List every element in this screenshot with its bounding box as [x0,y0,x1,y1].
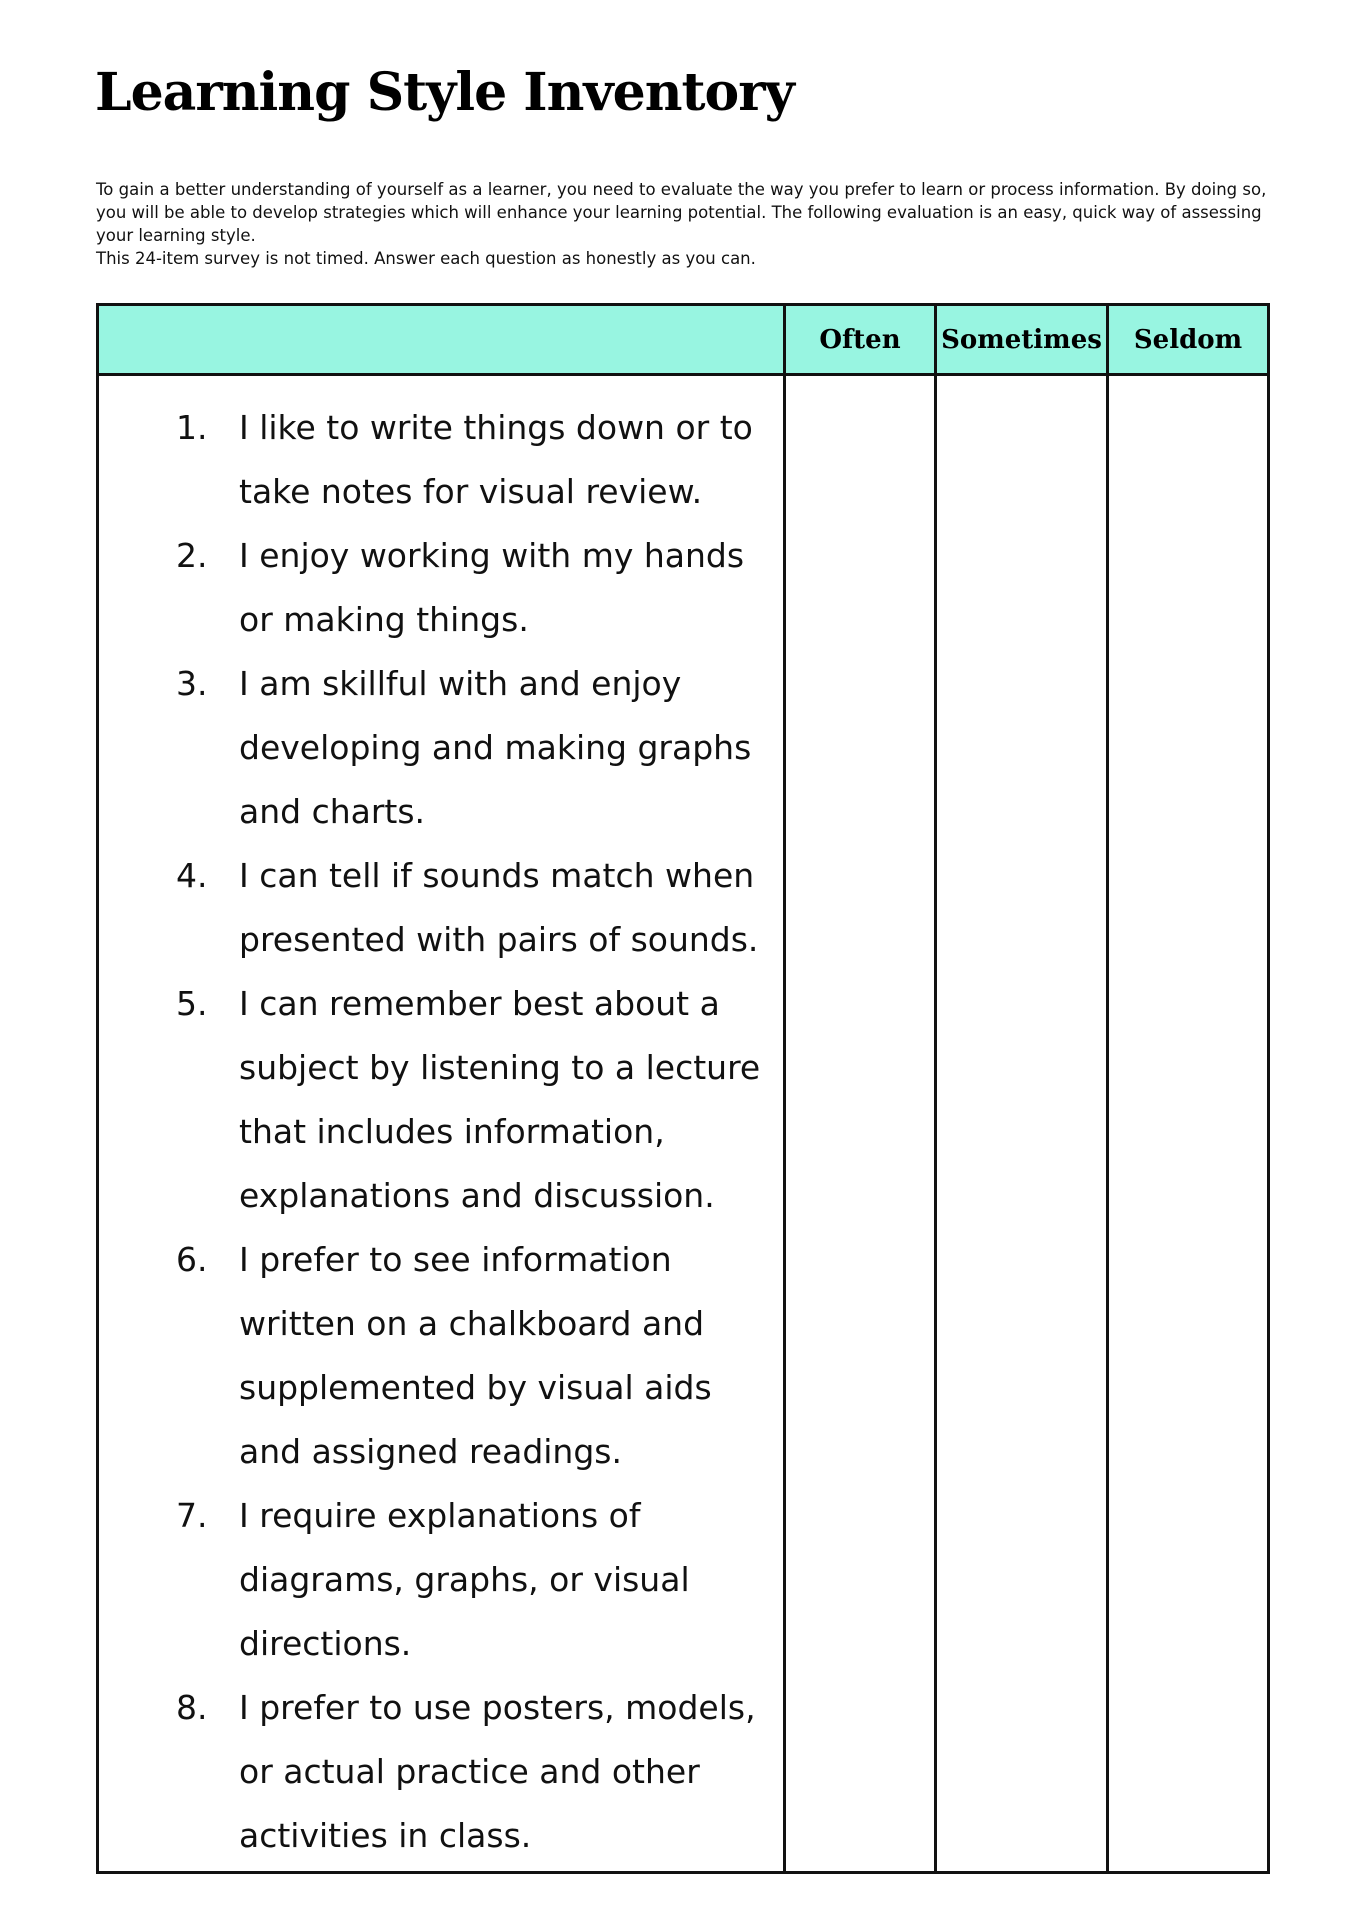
question-number: 5. [176,984,208,1023]
question-item [139,844,779,972]
question-text: I enjoy working with my hands or making things. [239,536,745,639]
question-text: I prefer to see information written on a chalkboard and supplemented by visual aids and assigned readings. [239,1240,712,1471]
survey-table [96,303,1270,1874]
question-number: 6. [176,1240,208,1279]
question-text: I like to write things down or to take notes for visual review. [239,408,753,511]
column-header-seldom: Seldom [1133,324,1243,355]
question-text: I can tell if sounds match when presented with pairs of sounds. [239,856,759,959]
question-item [139,396,779,524]
question-text: I prefer to use posters, models, or actual practice and other activities in class. [239,1688,756,1855]
question-text: I can remember best about a subject by listening to a lecture that includes information, explanations and discussion. [239,984,761,1215]
question-number: 3. [176,664,208,703]
often-answer-column[interactable] [786,376,934,1871]
intro-paragraph: To gain a better understanding of yourself as a learner, you need to evaluate the way you prefer to learn or process information. By doing so, you will be able to develop strategies which will enhance your learning potential. The following evaluation is an easy, quick way of assessing your learning style. [96,180,1267,245]
column-header-sometimes: Sometimes [941,324,1102,355]
sometimes-answer-column[interactable] [937,376,1106,1871]
question-number: 8. [176,1688,208,1727]
question-item [139,972,779,1228]
intro-text [96,178,1272,270]
column-header-often: Often [819,324,901,355]
question-number: 2. [176,536,208,575]
question-number: 4. [176,856,208,895]
question-item [139,1676,779,1868]
question-number: 7. [176,1496,208,1535]
survey-instructions: This 24-item survey is not timed. Answer each question as honestly as you can. [96,249,756,268]
page-title: Learning Style Inventory [95,62,794,123]
question-item [139,1484,779,1676]
question-item [139,1228,779,1484]
question-list [99,376,779,1868]
question-text: I am skillful with and enjoy developing and making graphs and charts. [239,664,752,831]
seldom-answer-column[interactable] [1109,376,1267,1871]
question-number: 1. [176,408,208,447]
question-item [139,652,779,844]
question-item [139,524,779,652]
question-text: I require explanations of diagrams, graphs, or visual directions. [239,1496,690,1663]
